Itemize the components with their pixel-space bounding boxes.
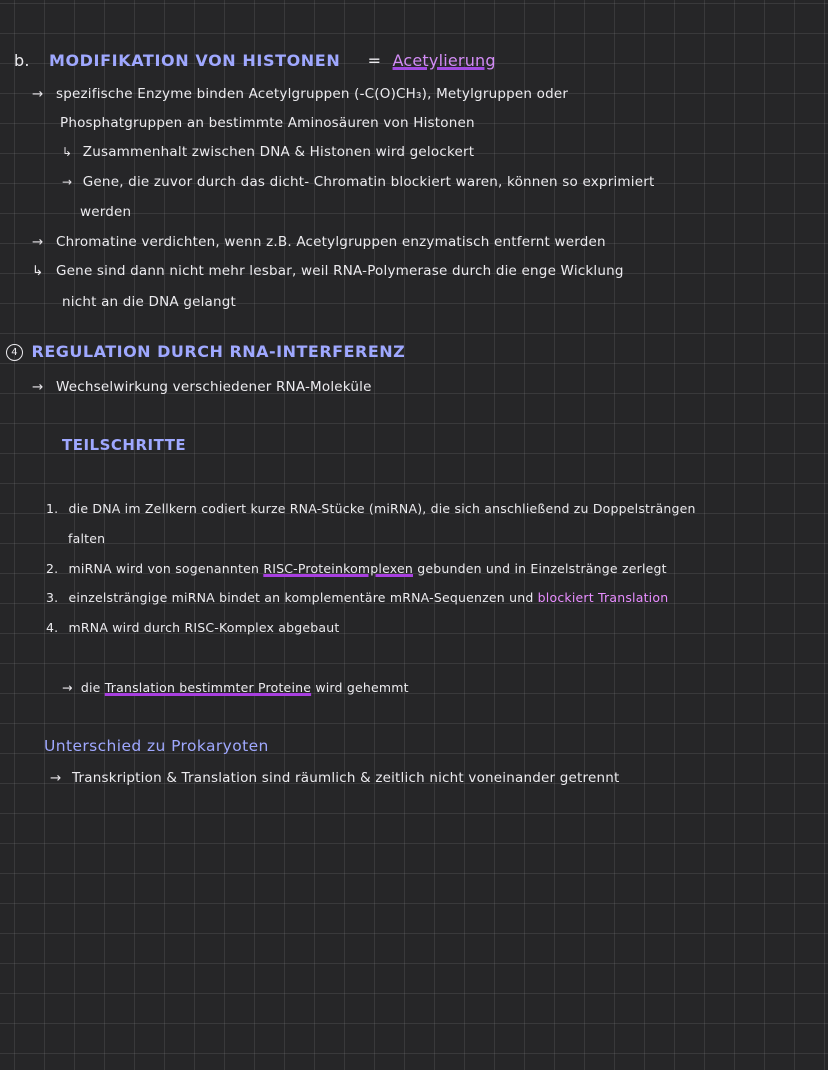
section-b-text-6: Chromatine verdichten, wenn z.B. Acetylgruppen enzymatisch entfernt werden	[56, 234, 606, 250]
section-4-heading	[6, 343, 405, 362]
section-b-text-3: Zusammenhalt zwischen DNA & Histonen wird gelockert	[82, 144, 475, 160]
section-b-text-5: werden	[80, 204, 132, 220]
step-1-continued	[68, 530, 105, 548]
section-b-line-1	[32, 85, 568, 103]
number-circle-icon: 4	[6, 344, 23, 361]
section-b-line-3	[62, 143, 474, 161]
section-b-text-4: Gene, die zuvor durch das dicht- Chromatin blockiert waren, können so exprimiert	[82, 174, 655, 190]
section-4-intro	[32, 378, 372, 396]
section-b-text-1: spezifische Enzyme binden Acetylgruppen (-C(O)CH₃), Metylgruppen oder	[56, 86, 569, 102]
step-4	[46, 619, 340, 637]
section-b-text-2: Phosphatgruppen an bestimmte Aminosäuren von Histonen	[60, 115, 475, 131]
curved-arrow-icon: ↳	[62, 145, 73, 159]
section-4-intro-text: Wechselwirkung verschiedener RNA-Moleküle	[56, 379, 372, 395]
section-b-line-5	[80, 203, 131, 221]
section-b-label: b.	[14, 51, 30, 70]
step-3-highlight: blockiert Translation	[537, 590, 669, 605]
section-b-line-7	[32, 262, 624, 280]
step-1-num: 1.	[46, 501, 59, 516]
diff-title: Unterschied zu Prokaryoten	[44, 737, 269, 755]
step-3-pre: einzelsträngige miRNA bindet an komplementäre mRNA-Sequenzen und	[68, 590, 534, 605]
step-4-num: 4.	[46, 620, 59, 635]
step-4-text: mRNA wird durch RISC-Komplex abgebaut	[68, 620, 340, 635]
section-b-line-6	[32, 233, 606, 251]
step-3	[46, 589, 668, 607]
arrow-right-icon: →	[32, 379, 44, 395]
arrow-right-icon: →	[62, 175, 73, 189]
result-highlight: Translation bestimmter Proteine	[104, 680, 312, 695]
curved-arrow-icon: ↳	[32, 263, 44, 279]
result-pre: die	[80, 680, 101, 695]
section-b-separator: =	[367, 51, 382, 70]
section-b-heading	[14, 52, 496, 70]
step-1-text: die DNA im Zellkern codiert kurze RNA-Stücke (miRNA), die sich anschließend zu Doppelsträngen	[68, 501, 696, 516]
section-4-title: REGULATION DURCH RNA-INTERFERENZ	[31, 342, 406, 361]
step-2-num: 2.	[46, 561, 59, 576]
diff-line	[50, 769, 620, 787]
arrow-right-icon: →	[62, 680, 73, 695]
section-b-title: MODIFIKATION VON HISTONEN	[48, 51, 341, 70]
step-1-cont-text: falten	[68, 531, 106, 546]
steps-heading-text: TEILSCHRITTE	[62, 436, 187, 454]
section-b-text-8: nicht an die DNA gelangt	[62, 294, 237, 310]
step-2-highlight: RISC-Proteinkomplexen	[263, 561, 413, 576]
section-4-result	[62, 679, 409, 697]
result-post: wird gehemmt	[315, 680, 409, 695]
step-2-pre: miRNA wird von sogenannten	[68, 561, 260, 576]
arrow-right-icon: →	[32, 86, 44, 102]
steps-heading	[62, 436, 186, 455]
arrow-right-icon: →	[50, 770, 62, 786]
section-b-line-8	[62, 293, 236, 311]
step-2-post: gebunden und in Einzelstränge zerlegt	[417, 561, 667, 576]
diff-text: Transkription & Translation sind räumlich & zeitlich nicht voneinander getrennt	[72, 770, 620, 786]
step-1	[46, 500, 696, 518]
section-b-text-7: Gene sind dann nicht mehr lesbar, weil RNA-Polymerase durch die enge Wicklung	[56, 263, 624, 279]
arrow-right-icon: →	[32, 234, 44, 250]
section-b-line-2	[60, 114, 475, 132]
section-b-subtitle: Acetylierung	[392, 51, 496, 70]
diff-heading	[44, 737, 269, 756]
step-2	[46, 560, 667, 578]
section-b-line-4	[62, 173, 654, 191]
step-3-num: 3.	[46, 590, 59, 605]
